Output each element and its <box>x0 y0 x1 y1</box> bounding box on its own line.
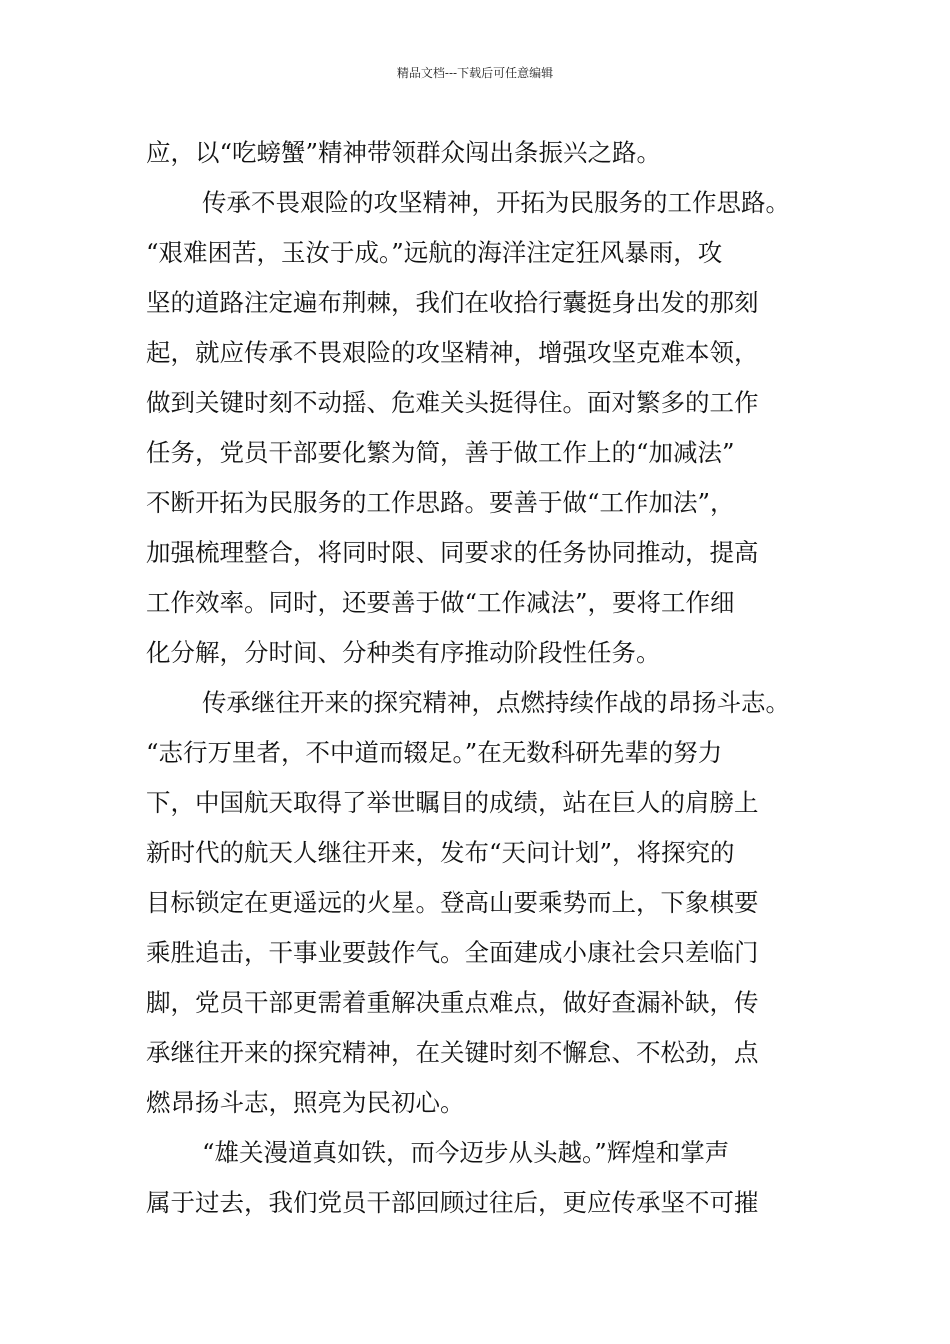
text-line: 下，中国航天取得了举世瞩目的成绩，站在巨人的肩膀上 <box>146 788 759 817</box>
text-line: 燃昂扬斗志，照亮为民初心。 <box>146 1088 465 1117</box>
text-line: 起，就应传承不畏艰险的攻坚精神，增强攻坚克难本领， <box>146 338 759 367</box>
text-line: 加强梳理整合，将同时限、同要求的任务协同推动，提高 <box>146 538 759 567</box>
text-line: 任务，党员干部要化繁为简，善于做工作上的“加减法” <box>146 438 735 467</box>
text-line: 属于过去，我们党员干部回顾过往后，更应传承坚不可摧 <box>146 1188 759 1217</box>
text-line: 不断开拓为民服务的工作思路。要善于做“工作加法”， <box>146 488 735 517</box>
text-line: “艰难困苦，玉汝于成。”远航的海洋注定狂风暴雨，攻 <box>146 238 723 267</box>
text-line: 目标锁定在更遥远的火星。登高山要乘势而上，下象棋要 <box>146 888 759 917</box>
text-line: 坚的道路注定遍布荆棘，我们在收拾行囊挺身出发的那刻 <box>146 288 759 317</box>
paragraph-first-line: 传承不畏艰险的攻坚精神，开拓为民服务的工作思路。 <box>202 188 790 217</box>
page-header: 精品文档---下载后可任意编辑 <box>396 66 554 80</box>
text-line: 新时代的航天人继往开来，发布“天问计划”，将探究的 <box>146 838 735 867</box>
text-line: “志行万里者，不中道而辍足。”在无数科研先辈的努力 <box>146 738 723 767</box>
text-line: 做到关键时刻不动摇、危难关头挺得住。面对繁多的工作 <box>146 388 759 417</box>
text-line: 化分解，分时间、分种类有序推动阶段性任务。 <box>146 638 661 667</box>
text-line: 脚，党员干部更需着重解决重点难点，做好查漏补缺，传 <box>146 988 759 1017</box>
text-line: 应，以“吃螃蟹”精神带领群众闯出条振兴之路。 <box>146 138 662 167</box>
text-line: 承继往开来的探究精神，在关键时刻不懈怠、不松劲，点 <box>146 1038 759 1067</box>
paragraph-first-line: “雄关漫道真如铁，而今迈步从头越。”辉煌和掌声 <box>202 1138 730 1167</box>
text-line: 工作效率。同时，还要善于做“工作减法”，要将工作细 <box>146 588 735 617</box>
paragraph-first-line: 传承继往开来的探究精神，点燃持续作战的昂扬斗志。 <box>202 688 790 717</box>
text-line: 乘胜追击，干事业要鼓作气。全面建成小康社会只差临门 <box>146 938 759 967</box>
document-body <box>146 128 826 1228</box>
